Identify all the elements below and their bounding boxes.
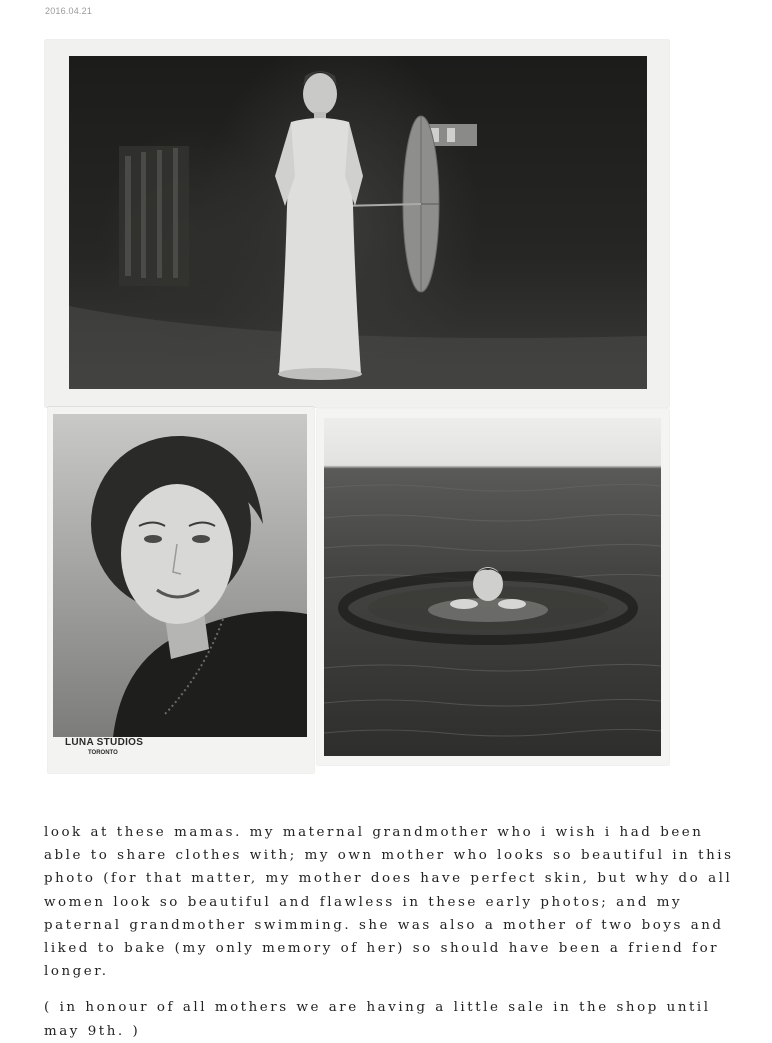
- photo-mother-portrait[interactable]: [48, 407, 314, 773]
- parasol-scene-illustration: [69, 56, 647, 389]
- photo-grandmother-parasol[interactable]: [45, 40, 669, 407]
- photo-mother-portrait-image: [53, 414, 307, 737]
- photo-grandmother-parasol-image: [69, 56, 647, 389]
- portrait-illustration: [53, 414, 307, 737]
- post-body: [44, 821, 749, 1043]
- photo-collage: [45, 40, 670, 775]
- post-date: 2016.04.21: [45, 6, 93, 16]
- studio-stamp: [65, 737, 143, 757]
- sale-announcement: ( in honour of all mothers we are having a little sale in the shop until may 9th. ): [44, 1000, 711, 1039]
- studio-name: LUNA STUDIOS: [65, 737, 144, 748]
- photo-grandmother-swimming-image: [324, 418, 661, 756]
- photo-grandmother-swimming[interactable]: [317, 409, 669, 765]
- studio-city: TORONTO: [88, 750, 118, 756]
- swimming-illustration: [324, 418, 661, 756]
- post-paragraph: look at these mamas. my maternal grandmother who i wish i had been able to share clothes with; my own mother who looks so beautiful in this photo (for that matter, my mother does have perfect skin, but why do all women look so beautiful and flawless in these early photos; and my paternal grandmother swimming. she was also a mother of two boys and liked to bake (my only memory of her) so should have been a friend for longer.: [44, 825, 734, 980]
